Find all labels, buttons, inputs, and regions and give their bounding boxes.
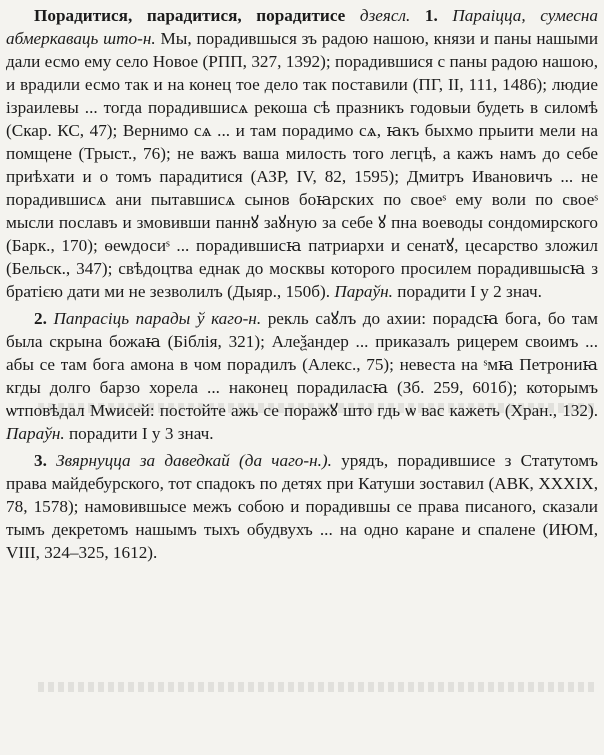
sense-2-definition: Папрасіць парады ў каго-н.: [53, 309, 262, 328]
sense-2-paragraph: [6, 307, 598, 445]
sense-2-xref: порадити I у 3 знач.: [68, 424, 214, 443]
part-of-speech: дзеясл.: [359, 6, 411, 25]
dictionary-entry: [6, 4, 598, 564]
sense-3-definition: Звярнуцца за даведкай (да чаго-н.).: [56, 451, 332, 470]
sense-2-xref-label: Параўн.: [6, 424, 65, 443]
show-through-smudge: [38, 403, 598, 413]
sense-2-citations: рекль саꙋлъ до ахии: порадсꙗ бога, бо там была скрына божаꙗ (Біблія, 321); Алеѯандер ... приказалъ рицерем своимъ ... абы се там бога амона в чом порадилъ (Алекс., 75); невеста на ˢмꙗ Петрониꙗ кгды долго барзо хорела ... наконец порадиласꙗ (Зб. 259, 601б); которымъ ѡтповѣдал Мѡисей: постойте ажь се поражꙋ што гдь ѡ вас кажеть (Хран., 132).: [6, 309, 599, 420]
show-through-smudge: [38, 682, 598, 692]
sense-2-number: 2.: [34, 309, 47, 328]
sense-3-number: 3.: [34, 451, 47, 470]
sense-1-definition: Параіцца, сумесна абмеркаваць што-н.: [6, 6, 599, 48]
sense-1-paragraph: [6, 4, 598, 303]
sense-1-number: 1.: [424, 6, 438, 25]
sense-1-citations: Мы, порадившыся зъ радою нашою, князи и паны нашыми дали есмо ему село Новое (РПП, 327, 1392); порадившися с паны радою нашою, и врадили есмо так и на конец тое дело так поставили (ПГ, II, 111, 1486); людие ізраилевы ... тогда порадившисѧ рекоша сѣ празникъ годовыи будеть в силомѣ (Скар. КС, 47); Вернимо сѧ ... и там порадимо сѧ, ꙗкъ быхмо прыити мели на помщене (Трыст., 76); не важъ ваша милость того легцѣ, а кажъ намъ до себе приѣхати и о томъ парадитися (АЗР, IV, 82, 1595); Дмитръ Ивановичъ ... не порадившисѧ ани пытавшисѧ сынов боꙗрских по своеˢ ему воли по своеˢ мысли пославъ и змовивши паннꙋ заꙋную за себе ꙋ пна воеводы сондомирского (Барк., 170); ѳеѡдосиˢ ... порадившисꙗ патриархи и сенатꙋ, цесарство зложил (Бельск., 347); свѣдоцтва еднак до москвы которого просилем порадившысꙗ з братією дати ми не зезволилъ (Дыяр., 150б).: [6, 29, 599, 301]
sense-3-citations: урядъ, порадившисе з Статутомъ права майдебурского, тот спадокъ по детях при Катуши зоставил (АВК, XXXIX, 78, 1578); намовившысе межъ собою и порадившы се права писаного, сказали тымъ декретомъ нашымъ тыхъ обудвухъ ... на одно каране и спалене (ИЮМ, VIII, 324–325, 1612).: [6, 451, 599, 562]
headword: Порадитися, парадитися, порадитисе: [34, 6, 346, 25]
sense-3-paragraph: [6, 449, 598, 564]
sense-1-xref-label: Параўн.: [334, 282, 393, 301]
sense-1-xref: порадити I у 2 знач.: [397, 282, 542, 301]
